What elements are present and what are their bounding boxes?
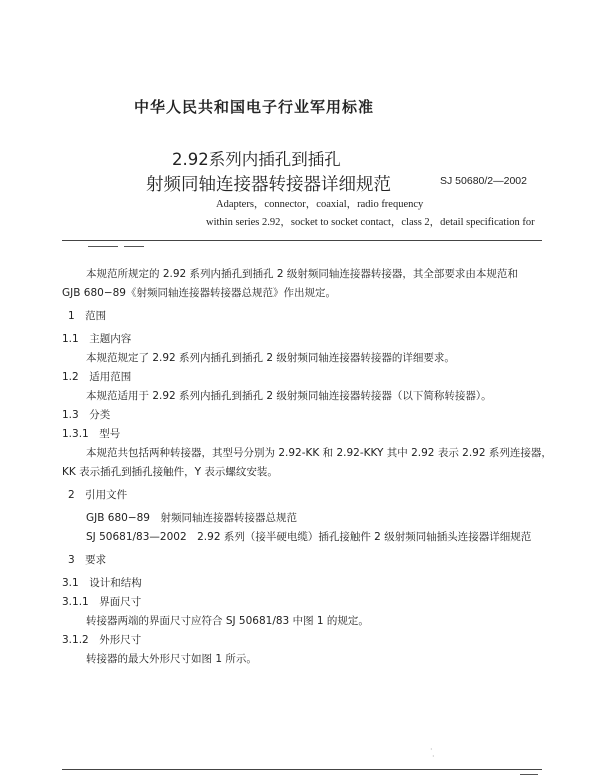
- english-title-line-2: within series 2.92，socket to socket contact，class 2，detail specification for: [206, 217, 535, 228]
- section-3-1-1-text: 转接器两端的界面尺寸应符合 SJ 50681/83 中图 1 的规定。: [86, 615, 369, 627]
- section-3-1-2-text: 转接器的最大外形尺寸如图 1 所示。: [86, 653, 257, 665]
- section-3-1-2-heading: 3.1.2 外形尺寸: [62, 634, 142, 646]
- title-line-1: 2.92系列内插孔到插孔: [172, 150, 341, 169]
- title-line-2: 射频同轴连接器转接器详细规范: [146, 175, 391, 195]
- footer-divider: [62, 769, 542, 770]
- section-1-3-1-text-2: KK 表示插孔到插孔接触件，Y 表示螺纹安装。: [62, 466, 278, 478]
- scan-mark: [124, 246, 144, 247]
- section-1-heading: 1 范围: [68, 310, 107, 322]
- section-1-1-heading: 1.1 主题内容: [62, 333, 132, 345]
- section-3-heading: 3 要求: [68, 554, 107, 566]
- reference-sj-50681: SJ 50681/83—2002 2.92 系列（接半硬电缆）插孔接触件 2 级射频同轴插头连接器详细规范: [86, 531, 532, 543]
- section-3-1-heading: 3.1 设计和结构: [62, 577, 142, 589]
- intro-line-1: 本规范所规定的 2.92 系列内插孔到插孔 2 级射频同轴连接器转接器，其全部要求由本规范和: [86, 268, 518, 280]
- section-2-heading: 2 引用文件: [68, 489, 128, 501]
- section-3-1-1-heading: 3.1.1 界面尺寸: [62, 596, 142, 608]
- english-title-line-1: Adapters，connector，coaxial，radio frequency: [216, 199, 424, 210]
- section-1-2-heading: 1.2 适用范围: [62, 371, 132, 383]
- scan-mark: [520, 774, 538, 775]
- section-1-3-heading: 1.3 分类: [62, 409, 111, 421]
- intro-line-2: GJB 680−89《射频同轴连接器转接器总规范》作出规定。: [62, 287, 336, 299]
- standard-number: SJ 50680/2—2002: [440, 175, 527, 187]
- scan-mark: [88, 246, 118, 247]
- scan-speck: ·: [432, 752, 435, 761]
- section-1-3-1-heading: 1.3.1 型号: [62, 428, 121, 440]
- reference-gjb-680: GJB 680−89 射频同轴连接器转接器总规范: [86, 512, 297, 524]
- section-1-1-text: 本规范规定了 2.92 系列内插孔到插孔 2 级射频同轴连接器转接器的详细要求。: [86, 352, 455, 364]
- header-divider: [62, 240, 542, 241]
- standard-category: 中华人民共和国电子行业军用标准: [134, 98, 375, 116]
- section-1-2-text: 本规范适用于 2.92 系列内插孔到插孔 2 级射频同轴连接器转接器（以下简称转接器）。: [86, 390, 492, 402]
- section-1-3-1-text-1: 本规范共包括两种转接器，其型号分别为 2.92-KK 和 2.92-KKY 其中 2.92 表示 2.92 系列连接器，: [86, 447, 552, 459]
- scan-speck: ·: [430, 745, 433, 754]
